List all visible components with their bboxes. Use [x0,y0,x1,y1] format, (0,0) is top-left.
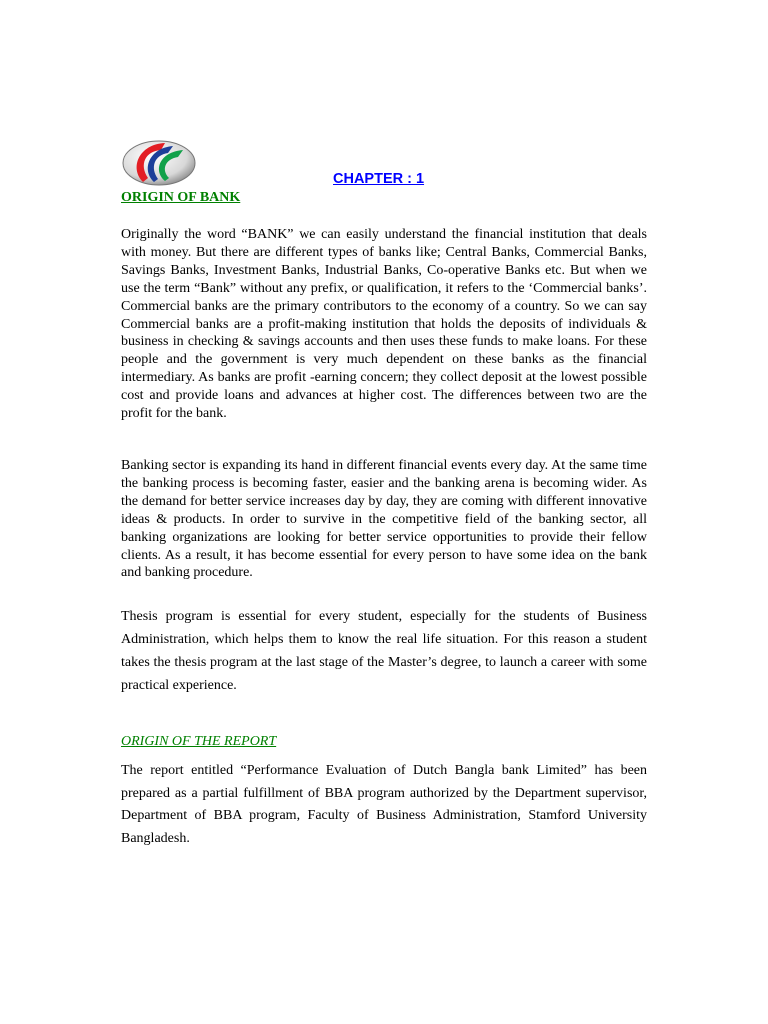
section-heading-origin-of-bank: ORIGIN OF BANK [121,190,241,205]
paragraph-origin-of-bank-3: Thesis program is essential for every student, especially for the students of Business Administration, which helps them to know the real life situation. For this reason a student takes the thesis program at the last stage of the Master’s degree, to launch a career with some practical experience. [121,609,647,694]
paragraph-origin-of-report: The report entitled “Performance Evaluation of Dutch Bangla bank Limited” has been prepared as a partial fulfillment of BBA program authorized by the Department supervisor, Department of BBA program, Faculty of Business Administration, Stamford University Bangladesh. [121,763,647,847]
bank-logo-icon [121,138,199,188]
paragraph-origin-of-bank-2: Banking sector is expanding its hand in different financial events every day. At the same time the banking process is becoming faster, easier and the banking arena is becoming wider. As the demand for better service increases day by day, they are coming with different innovative ideas & products. In order to survive in the competitive field of the banking sector, all banking organizations are looking for better service opportunities to provide their fellow clients. As a result, it has become essential for every person to have some idea on the bank and banking procedure. [121,458,647,581]
paragraph-origin-of-bank-1: Originally the word “BANK” we can easily understand the financial institution that deals with money. But there are different types of banks like; Central Banks, Commercial Banks, Savings Banks, Investment Banks, Industrial Banks, Co-operative Banks etc. But when we use the term “Bank” without any prefix, or qualification, it refers to the ‘Commercial banks’. Commercial banks are the primary contributors to the economy of a country. So we can say Commercial banks are a profit-making institution that holds the deposits of individuals & business in checking & savings accounts and then uses these funds to make loans. For these people and the government is very much dependent on these banks as the financial intermediary. As banks are profit -earning concern; they collect deposit at the lowest possible cost and provide loans and advances at higher cost. The differences between two are the profit for the bank. [121,227,647,422]
section-heading-origin-of-report: ORIGIN OF THE REPORT [121,734,277,749]
chapter-label: CHAPTER : 1 [333,171,425,187]
